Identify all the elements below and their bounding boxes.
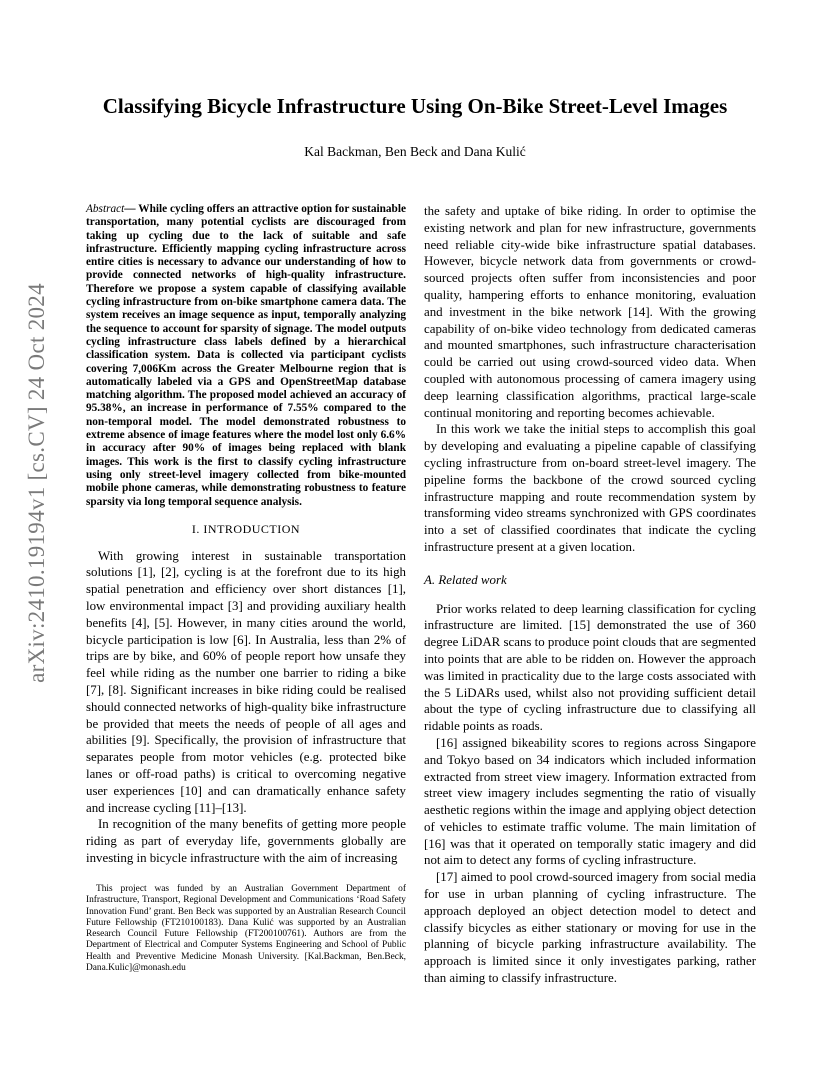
related-work-paragraph-3: [17] aimed to pool crowd-sourced imagery from social media for use in urban planning of cycling infrastructure. The approach deployed an object detection model to detect and classify bicycles as either stationary or moving for use in the planning of bicycle parking infrastructure availability. The approach is limited since it only investigates parking, rather than aiming to classify infrastructure. <box>424 870 756 986</box>
abstract-lead: Abstract <box>86 203 125 215</box>
introduction-heading: I. INTRODUCTION <box>191 521 301 536</box>
abstract-text: While cycling offers an attractive option for sustainable transportation, many potential cyclists are discouraged from taking up cycling due to the lack of suitable and safe infrastructure. Efficiently mapping cycling infrastructure across entire cities is necessary to advance our understanding of how to provide connected networks of high-quality infrastructure. Therefore we propose a system capable of classifying available cycling infrastructure from on-bike smartphone camera data. The system receives an image sequence as input, temporally analyzing the sequence to account for sparsity of signage. The model outputs cycling infrastructure class labels defined by a hierarchical classification system. Data is collected via participant cyclists covering 7,006Km across the Greater Melbourne region that is automatically labeled via a GPS and OpenStreetMap database matching algorithm. The proposed model achieved an accuracy of 95.38%, an increase in performance of 7.55% compared to the non-temporal model. The model demonstrated robustness to extreme absence of image features where the model lost only 6.6% in accuracy after 90% of images being replaced with blank images. This work is the first to classify cycling infrastructure using only street-level imagery collected from bike-mounted mobile phone cameras, while demonstrating robustness to feature sparsity via long temporal sequence analysis. <box>86 203 406 508</box>
intro-paragraph-1: With growing interest in sustainable transportation solutions [1], [2], cycling is at the forefront due to its high spatial penetration and efficiency over short distances [1], low environmental impact [3] and providing auxiliary health benefits [4], [5]. However, in many cities around the world, bicycle participation is low [6]. In Australia, less than 2% of trips are by bike, and 60% of people report how unsafe they feel while riding as the number one barrier to riding a bike [7], [8]. Significant increases in bike riding could be realised should connected networks of high-quality bike infrastructure be provided that meets the needs of people of all ages and abilities [9]. Specifically, the provision of infrastructure that separates people from motor vehicles (e.g. protected bike lanes or off-road paths) is critical to overcoming negative user experiences [10] and can dramatically enhance safety and increase cycling [11]–[13]. <box>86 548 406 815</box>
arxiv-identifier: arXiv:2410.19194v1 [cs.CV] 24 Oct 2024 <box>24 283 50 683</box>
related-work-paragraph-1: Prior works related to deep learning classification for cycling infrastructure are limited. [15] demonstrated the use of 360 degree LiDAR scans to produce point clouds that are segmented into points that are able to be ridden on. However the approach was limited in practicality due to the large costs associated with the 5 LiDARs used, whilst also not providing sufficient detail about the type of cycling infrastructure due to classifying all ridable points as roads. <box>424 601 756 734</box>
left-column <box>86 203 406 867</box>
author-list: Kal Backman, Ben Beck and Dana Kulić <box>304 144 526 159</box>
paper-title: Classifying Bicycle Infrastructure Using On-Bike Street-Level Images <box>102 94 728 118</box>
right-column <box>424 203 756 987</box>
abstract-dash: — <box>124 203 139 215</box>
intro-paragraph-3: In this work we take the initial steps to accomplish this goal by developing and evaluating a pipeline capable of classifying cycling infrastructure from on-board street-level imagery. The pipeline forms the backbone of the crowd sourced cycling infrastructure mapping and route recommendation system by transforming video streams synchronized with GPS coordinates into a set of classified coordinates that indicate the cycling infrastructure present at a given location. <box>424 422 756 554</box>
abstract <box>86 203 406 509</box>
arxiv-side-stamp <box>22 283 52 683</box>
intro-paragraph-2: In recognition of the many benefits of getting more people riding as part of everyday life, governments globally are investing in bicycle infrastructure with the aim of increasing <box>86 817 406 865</box>
related-work-heading: A. Related work <box>424 572 507 587</box>
intro-paragraph-2-continued: the safety and uptake of bike riding. In order to optimise the existing network and plan for new infrastructure, governments need reliable city-wide bike infrastructure spatial databases. However, bicycle network data from governments or crowd-sourced projects often suffer from inconsistencies and poor quality, hampering efforts to enhance monitoring, evaluation and investment in the bike network [14]. With the growing capability of on-bike video technology from dedicated cameras and mounted smartphones, such infrastructure characterisation could be carried out using crowd-sourced video data. When coupled with autonomous processing of camera imagery using deep learning classification algorithms, practical large-scale continual monitoring and reporting becomes achievable. <box>424 204 756 420</box>
funding-footnote: This project was funded by an Australian Government Department of Infrastructure, Transport, Regional Development and Communications ‘Road Safety Innovation Fund’ grant. Ben Beck was supported by an Australian Research Council Future Fellowship (FT210100183). Dana Kulić was supported by an Australian Research Council Future Fellowship (FT200100761). Authors are from the Department of Electrical and Computer Systems Engineering and School of Public Health and Preventive Medicine Monash University. [Kal.Backman, Ben.Beck, Dana.Kulic]@monash.edu <box>86 884 406 974</box>
related-work-paragraph-2: [16] assigned bikeability scores to regions across Singapore and Tokyo based on 34 indicators which included information extracted from street view imagery. Information extracted from street view imagery includes segmenting the ratio of visually aesthetic regions within the image and applying object detection of vehicles to estimate traffic volume. The main limitation of [16] was that it operated on temporally static imagery and did not aim to detect any forms of cycling infrastructure. <box>424 735 756 868</box>
